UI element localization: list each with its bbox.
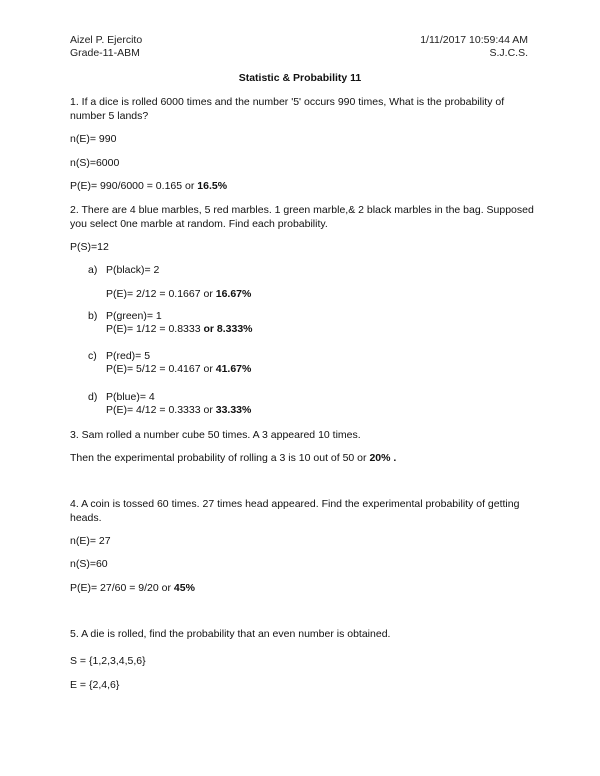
q1-text-line1: 1. If a dice is rolled 6000 times and the number '5' occurs 990 times, What is the probability of bbox=[70, 96, 505, 108]
q5-text-line1: 5. A die is rolled, find the probability that an even number is obtained. bbox=[70, 628, 391, 640]
q2-c-pe-answer: 41.67% bbox=[215, 363, 252, 375]
q2-a-prob: P(black)= 2 bbox=[106, 264, 160, 276]
q1-text-line2: number 5 lands? bbox=[70, 110, 149, 122]
q1-ne: n(E)= 990 bbox=[70, 133, 117, 145]
q3-text-line1: 3. Sam rolled a number cube 50 times. A 3 appeared 10 times. bbox=[70, 429, 361, 441]
q2-b-pe-answer: or 8.333% bbox=[203, 323, 253, 335]
q5-event: E = {2,4,6} bbox=[70, 679, 120, 691]
q4-text-line1: 4. A coin is tossed 60 times. 27 times head appeared. Find the experimental probability of getting bbox=[70, 498, 520, 510]
q2-b-pe-text: P(E)= 1/12 = 0.8333 bbox=[106, 323, 204, 335]
q2-a-label: a) bbox=[88, 264, 98, 276]
q3-answer: 20% . bbox=[369, 452, 397, 464]
q2-d-pe-answer: 33.33% bbox=[215, 404, 252, 416]
q2-d-pe-text: P(E)= 4/12 = 0.3333 or bbox=[106, 404, 216, 416]
student-grade: Grade-11-ABM bbox=[70, 47, 140, 59]
q2-c-label: c) bbox=[88, 350, 97, 362]
q2-a-pe-answer: 16.67% bbox=[215, 288, 252, 300]
page-title: Statistic & Probability 11 bbox=[238, 72, 362, 84]
q2-text-line1: 2. There are 4 blue marbles, 5 red marbles. 1 green marble,& 2 black marbles in the bag. Supposed bbox=[70, 204, 534, 216]
student-name: Aizel P. Ejercito bbox=[70, 34, 143, 46]
q1-pe-answer: 16.5% bbox=[197, 180, 228, 192]
q1-ns: n(S)=6000 bbox=[70, 157, 120, 169]
q4-pe-answer: 45% bbox=[173, 582, 195, 594]
q4-ne: n(E)= 27 bbox=[70, 535, 111, 547]
q2-ps: P(S)=12 bbox=[70, 241, 109, 253]
q1-pe-text: P(E)= 990/6000 = 0.165 or bbox=[70, 180, 198, 192]
q1-pe bbox=[70, 180, 227, 192]
q2-b-pe bbox=[106, 323, 253, 335]
timestamp: 1/11/2017 10:59:44 AM bbox=[420, 34, 528, 46]
q2-b-prob: P(green)= 1 bbox=[106, 310, 162, 322]
q2-c-pe-text: P(E)= 5/12 = 0.4167 or bbox=[106, 363, 216, 375]
q4-text-line2: heads. bbox=[70, 512, 102, 524]
q2-text-line2: you select 0ne marble at random. Find each probability. bbox=[70, 218, 328, 230]
q2-c-pe bbox=[106, 363, 251, 375]
q4-pe-text: P(E)= 27/60 = 9/20 or bbox=[70, 582, 174, 594]
q3-text-line2 bbox=[70, 452, 396, 464]
q2-d-label: d) bbox=[88, 391, 98, 403]
q2-c-prob: P(red)= 5 bbox=[106, 350, 151, 362]
q2-b-label: b) bbox=[88, 310, 98, 322]
q2-a-pe bbox=[106, 288, 251, 300]
q2-a-pe-text: P(E)= 2/12 = 0.1667 or bbox=[106, 288, 216, 300]
q4-ns: n(S)=60 bbox=[70, 558, 108, 570]
school-name: S.J.C.S. bbox=[489, 47, 528, 59]
q4-pe bbox=[70, 582, 195, 594]
q2-d-prob: P(blue)= 4 bbox=[106, 391, 155, 403]
q2-d-pe bbox=[106, 404, 251, 416]
q5-sample-space: S = {1,2,3,4,5,6} bbox=[70, 655, 146, 667]
q3-text-line2-text: Then the experimental probability of rolling a 3 is 10 out of 50 or bbox=[70, 452, 370, 464]
